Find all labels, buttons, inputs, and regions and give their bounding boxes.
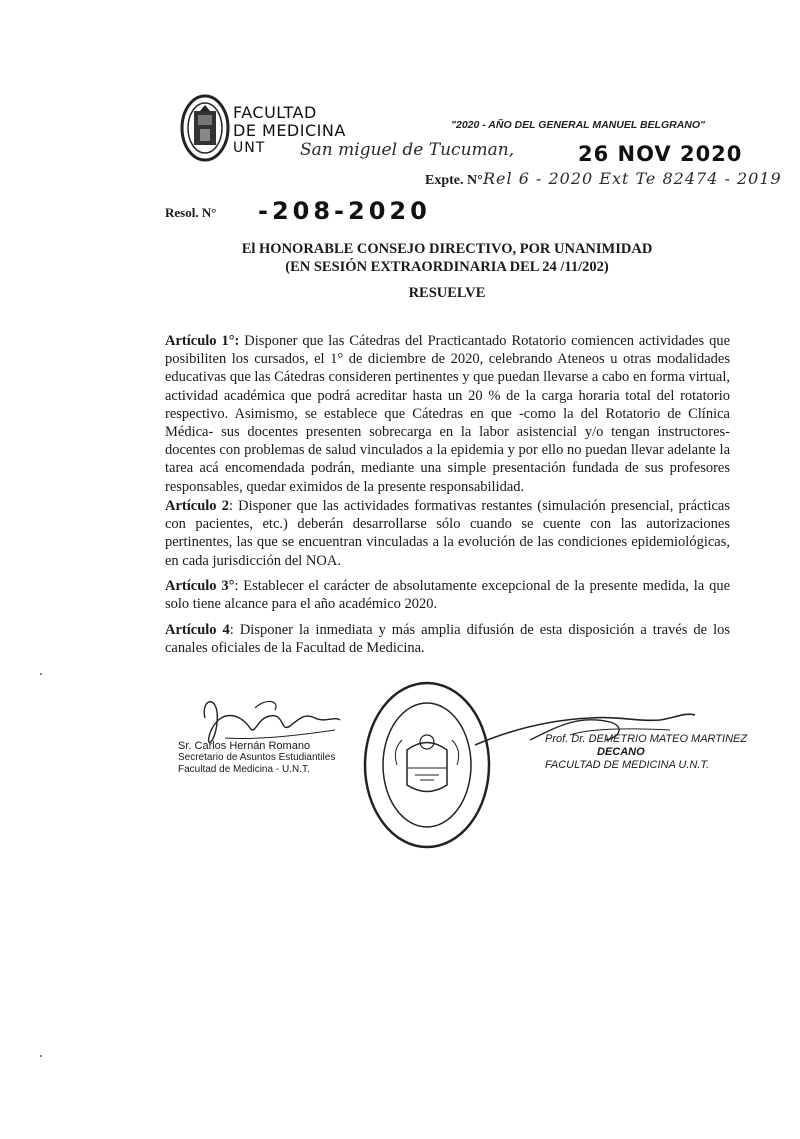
faculty-name-line1: FACULTAD (233, 103, 317, 122)
year-motto: "2020 - AÑO DEL GENERAL MANUEL BELGRANO" (451, 119, 706, 131)
left-signer-faculty: Facultad de Medicina - U.N.T. (178, 764, 310, 775)
right-signer-name: Prof. Dr. DEMETRIO MATEO MARTINEZ (545, 733, 748, 745)
right-signature-block (545, 733, 747, 772)
handwritten-place: San miguel de Tucuman, (300, 140, 515, 160)
expte-label: Expte. N° (425, 173, 483, 188)
faculty-name (233, 104, 346, 140)
left-signature-block (178, 740, 335, 776)
right-signer-faculty: FACULTAD DE MEDICINA U.N.T. (545, 759, 710, 771)
left-signer-role: Secretario de Asuntos Estudiantiles (178, 752, 336, 763)
scan-speck (40, 1055, 42, 1057)
article-label: Artículo 1°: (165, 333, 240, 349)
right-signer-role: DECANO (597, 746, 645, 758)
heading-council: El HONORABLE CONSEJO DIRECTIVO, POR UNANIMIDAD (241, 241, 653, 257)
article-label: Artículo 2 (165, 498, 229, 514)
expte-number: Rel 6 - 2020 Ext Te 82474 - 2019 (483, 169, 782, 188)
university-abbrev: UNT (233, 140, 266, 156)
resolution-number: -208-2020 (258, 197, 431, 225)
faculty-name-line2: DE MEDICINA (233, 121, 346, 140)
article-1 (165, 332, 730, 496)
faculty-logo-icon (180, 93, 230, 163)
article-text: : Establecer el carácter de absolutamente excepcional de la presente medida, la que solo tiene alcance para el año académico 2020. (165, 578, 731, 613)
article-label: Artículo 4 (165, 622, 230, 638)
resolution-label: Resol. N° (165, 205, 217, 220)
heading-session: (EN SESIÓN EXTRAORDINARIA DEL 24 /11/202) (285, 259, 609, 275)
article-text: : Disponer que las actividades formativas restantes (simulación presencial, prácticas con pacientes, etc.) deberán desarrollarse sólo cuando se cuente con las autorizaciones pertinentes, las que se encuentran vinculadas a la evolución de las condiciones epidemiológicas, en cada jurisdicción del NOA. (165, 498, 731, 569)
left-signer-name: Sr. Carlos Hernán Romano (178, 740, 311, 752)
article-2 (165, 497, 730, 570)
article-3 (165, 577, 730, 613)
article-4 (165, 621, 730, 657)
article-text: : Disponer la inmediata y más amplia difusión de esta disposición a través de los canales oficiales de la Facultad de Medicina. (165, 622, 731, 657)
heading-resuelve: RESUELVE (408, 285, 486, 301)
article-label: Artículo 3° (165, 578, 235, 594)
article-text: Disponer que las Cátedras del Practicantado Rotatorio comiencen actividades que posibiliten los cursados, el 1° de diciembre de 2020, celebrando Ateneos u otras modalidades educativas que las Cátedras consideren pertinentes y que puedan llevarse a cabo en forma virtual, actividad académica que podrá acreditar hasta un 20 % de la carga horaria total del rotatorio respectivo. Asimismo, se establece que Cátedras en que -como la del Rotatorio de Clínica Médica- sus docentes presenten sobrecarga en la labor asistencial y/o tengan instructores-docentes con problemas de salud vinculados a la epidemia y por ello no puedan llevar adelante la tarea acá encomendada podrán, mediante una simple presentación fundada de sus profesores responsables, quedar eximidos de la presente responsabilidad. (165, 333, 731, 495)
scan-speck (40, 673, 42, 675)
date-stamp: 26 NOV 2020 (578, 142, 743, 166)
